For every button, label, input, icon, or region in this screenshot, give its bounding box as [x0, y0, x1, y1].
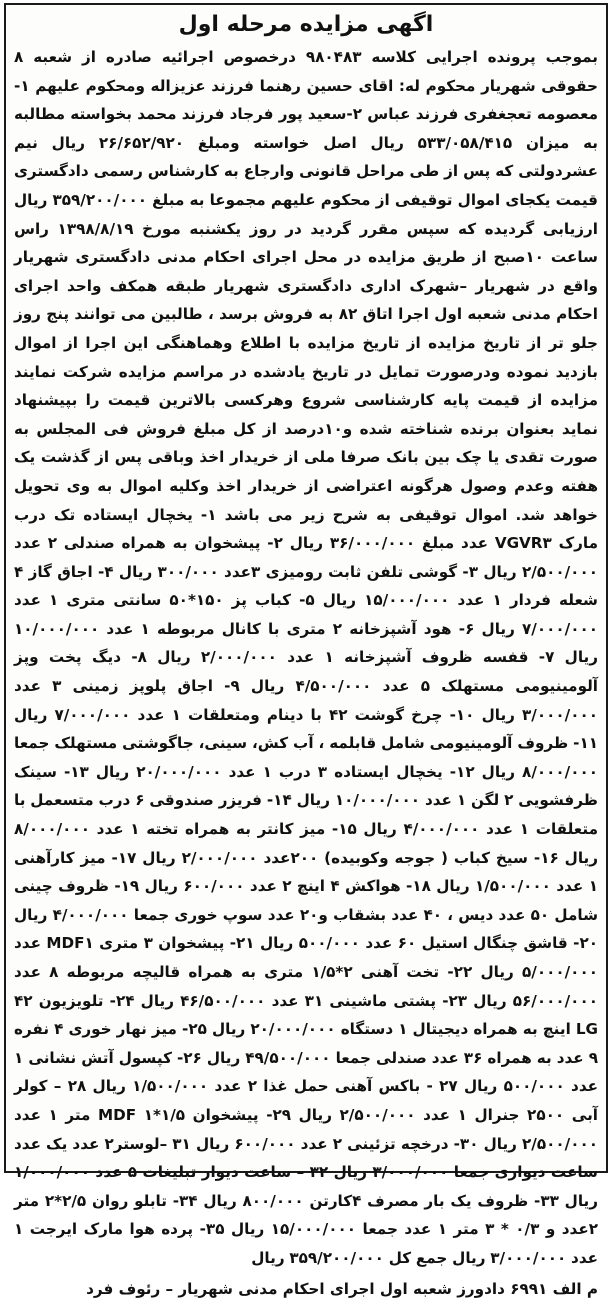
notice-footer: م الف ۶۹۹۱ دادورز شعبه اول اجرای احکام مدنی شهریار – رئوف فرد	[86, 1279, 598, 1298]
notice-body: بموجب پرونده اجرایی کلاسه ۹۸۰۴۸۳ درخصوص اجرائیه صادره از شعبه ۸ حقوقی شهریار محکوم له: اقای حسین رهنما فرزند عزیزاله ومحکوم علیهم ۱-معصومه تعجغفری فرزند عباس ۲-سعید پور فرجاد فرزند محمد بخواسته مطالبه به میزان ۵۳۳/۰۵۸/۴۱۵ ریال اصل خواسته ومبلغ ۲۶/۶۵۲/۹۲۰ ریال نیم عشردولتی که پس از طی مراحل قانونی وارجاع به کارشناس رسمی دادگستری قیمت یکجای اموال توقیفی از محکوم علیهم مجموعا به مبلغ ۳۵۹/۲۰۰/۰۰۰ ریال ارزیابی گردیده که سپس مقرر گردید در روز یکشنبه مورخ ۱۳۹۸/۸/۱۹ راس ساعت ۱۰صبح از طریق مزایده در محل اجرای احکام مدنی دادگستری شهریار واقع در شهریار –شهرک اداری دادگستری شهریار طبقه همکف واحد اجرای احکام مدنی شعبه اول اجرا اتاق ۸۲ به فروش برسد ، طالبین می توانند پنج روز جلو تر از تاریخ مزایده از تاریخ مزایده با اطلاع وهماهنگی این اجرا از اموال بازدید نموده ودرصورت تمایل در تاریخ یادشده در مراسم مزایده شرکت نمایند مزایده از قیمت پایه کارشناسی شروع وهرکسی بالاترین قیمت را بپیشنهاد نماید بعنوان برنده شناخته شده و۱۰درصد از کل مبلغ فروش فی المجلس به صورت تقدی یا چک بین بانک صرفا ملی از خریدار اخذ وباقی پس از گذشت یک هفته وعدم وصول هرگونه اعتراضی از خریدار اخذ وکلیه اموال به وی تحویل خواهد شد. اموال توقیفی به شرح زیر می باشد ۱- یخچال ایستاده تک درب مارک VGVR۳ عدد مبلغ ۳۶/۰۰۰/۰۰۰ ریال ۲- پیشخوان به همراه صندلی ۲ عدد ۲/۵۰۰/۰۰۰ ریال ۳- گوشی تلفن ثابت رومیزی ۳عدد ۳۰۰/۰۰۰ ریال ۴- اجاق گاز ۴ شعله فردار ۱ عدد ۱۵/۰۰۰/۰۰۰ ریال ۵- کباب پز ۱۵۰*۵۰ سانتی متری ۱ عدد ۷/۰۰۰/۰۰۰ ریال ۶- هود آشپزخانه ۲ متری با کانال مربوطه ۱ عدد ۱۰/۰۰۰/۰۰۰ ریال ۷- قفسه ظروف آشپزخانه ۱ عدد ۲/۰۰۰/۰۰۰ ریال ۸- دیگ پخت وپز آلومینیومی مستهلک ۵ عدد ۴/۵۰۰/۰۰۰ ریال ۹- اجاق پلوپز زمینی ۳ عدد ۳/۰۰۰/۰۰۰ ریال ۱۰- چرخ گوشت ۴۲ با دینام ومتعلقات ۱ عدد ۷/۰۰۰/۰۰۰ ریال ۱۱- ظروف آلومینیومی شامل قابلمه ، آب کش، سینی، جاگوشتی مستهلک جمعا ۸/۰۰۰/۰۰۰ ریال ۱۲- یخچال ایستاده ۳ درب ۱ عدد ۲۰/۰۰۰/۰۰۰ ریال ۱۳- سینک ظرفشویی ۲ لگن ۱ عدد ۱۰/۰۰۰/۰۰۰ ریال ۱۴- فریزر صندوقی ۶ درب متسعمل با متعلقات ۱ عدد ۴/۰۰۰/۰۰۰ ریال ۱۵- میز کانتر به همراه تخته ۱ عدد ۸/۰۰۰/۰۰۰ ریال ۱۶- سیخ کباب ( جوجه وکوبیده) ۲۰۰عدد ۲/۰۰۰/۰۰۰ ریال ۱۷- میز کارآهنی ۱ عدد ۱/۵۰۰/۰۰۰ ریال ۱۸- هواکش ۴ اینچ ۲ عدد ۶۰۰/۰۰۰ ریال ۱۹- ظروف چینی شامل ۵۰ عدد دیس ، ۴۰ عدد بشقاب و۲۰ عدد سوپ خوری جمعا ۴/۰۰۰/۰۰۰ ریال ۲۰- قاشق چنگال استیل ۶۰ عدد ۵۰۰/۰۰۰ ریال ۲۱- پیشخوان ۳ متری MDF۱ عدد ۵/۰۰۰/۰۰۰ ریال ۲۲- تخت آهنی ۲*۱/۵ متری به همراه قالیچه مربوطه ۸ عدد ۵۶/۰۰۰/۰۰۰ ریال ۲۳- پشتی ماشینی ۳۱ عدد ۴۶/۵۰۰/۰۰۰ ریال ۲۴- تلویزیون ۴۲ LG اینچ به همراه دیجیتال ۱ دستگاه ۲۰/۰۰۰/۰۰۰ ریال ۲۵- میز نهار خوری ۴ نفره ۹ عدد به همراه ۳۶ عدد صندلی جمعا ۴۹/۵۰۰/۰۰۰ ریال ۲۶- کپسول آتش نشانی ۱ عدد ۵۰۰/۰۰۰ ریال ۲۷ - باکس آهنی حمل غذا ۲ عدد ۱/۵۰۰/۰۰۰ ریال ۲۸ – کولر آبی ۲۵۰۰ جنرال ۱ عدد ۲/۵۰۰/۰۰۰ ریال ۲۹- پیشخوان ۱/۵*۱ MDF متر ۱ عدد ۲/۵۰۰/۰۰۰ ریال ۳۰- درخچه تزئینی ۲ عدد ۶۰۰/۰۰۰ ریال ۳۱ –لوستر۲ عدد یک عدد ساعت دیواری جمعا ۳/۰۰۰/۰۰۰ ریال ۳۲ – ساعت دیوار تبلیغات ۵ عدد ۱/۰۰۰/۰۰۰ ریال ۳۳- ظروف یک بار مصرف ۴کارتن ۸۰۰/۰۰۰ ریال ۳۴- تابلو روان ۲/۵*۲ متر ۲عدد و ۰/۳ * ۳ متر ۱ عدد جمعا ۱۵/۰۰۰/۰۰۰ ریال ۳۵- پرده هوا مارک ایرجت ۱ عدد ۳/۰۰۰/۰۰۰ ریال جمع کل ۳۵۹/۲۰۰/۰۰۰ ریال	[14, 48, 599, 1267]
auction-notice	[4, 3, 608, 1298]
notice-title: اگهی مزایده مرحله اول	[178, 12, 434, 37]
